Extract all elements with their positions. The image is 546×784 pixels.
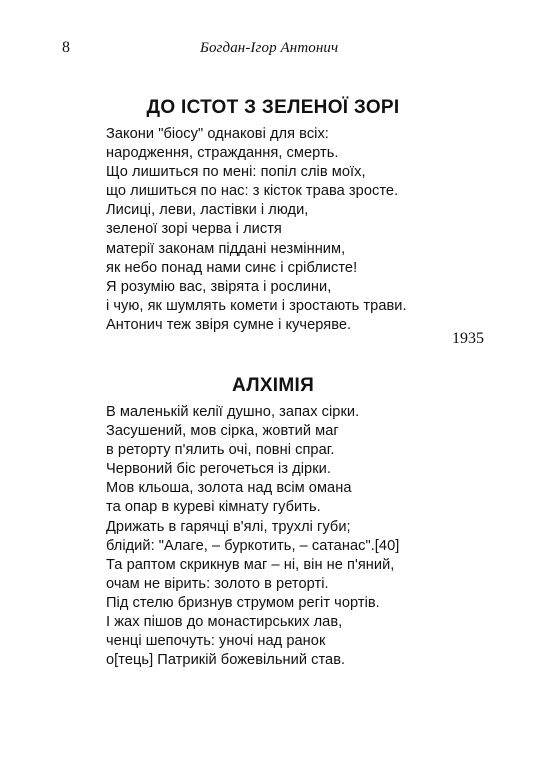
poem-line: Я розумію вас, звірята і рослини, [106,278,332,295]
poem-line: як небо понад нами синє і сріблисте! [106,259,358,276]
poem-line: І жах пішов до монастирських лав, [106,614,343,631]
poem-line: Засушений, мов сірка, жовтий маг [106,423,339,440]
poem-line: матерії законам піддані незмінним, [106,240,346,257]
poem-line: В маленькій келії душно, запах сірки. [106,404,360,420]
poem-line: Закони "біосу" однакові для всіх: [106,126,329,142]
poem-line: Антонич теж звіря сумне і кучеряве. [106,316,352,333]
poem-line: блідий: "Алаге, – буркотить, – сатанас".[40] [106,537,400,554]
poem-body [106,403,399,670]
poem-title: АЛХІМІЯ [231,375,315,396]
running-header [0,38,546,62]
poem-line: народження, страждання, смерть. [106,145,339,162]
poem-line: і чую, як шумлять комети і зростають трави. [106,297,407,314]
poem-line: та опар в куреві кімнату губить. [106,499,321,516]
poem-line: Під стелю бризнув струмом регіт чортів. [106,594,380,611]
poem-year: 1935 [452,330,484,347]
page-number: 8 [62,39,70,56]
poem-line: Мов кльоша, золота над всім омана [106,480,352,497]
poem-line: в реторту п'ялить очі, повні спраг. [106,442,335,459]
poem-line: що лишиться по нас: з кісток трава зросте. [106,183,399,200]
poem-line: очам не вірить: золото в реторті. [106,575,329,592]
poem-line: Що лишиться по мені: попіл слів моїх, [106,164,366,181]
poem-line: Та раптом скрикнув маг – ні, він не п'яний, [106,556,395,573]
running-title: Богдан-Ігор Антонич [200,40,339,56]
poem-line: зеленої зорі черва і листя [106,221,282,238]
poem-body [106,125,407,335]
poem-line: ченці шепочуть: уночі над ранок [106,633,326,650]
poem-line: Дрижать в гарячці в'ялі, трухлі губи; [106,518,351,535]
poem-line: Лисиці, леви, ластівки і люди, [106,202,309,219]
poem-line: Червоний біс регочеться із дірки. [106,461,331,478]
poem-title: ДО ІСТОТ З ЗЕЛЕНОЇ ЗОРІ [146,97,400,118]
poem-line: о[тець] Патрикій божевільний став. [106,652,346,669]
